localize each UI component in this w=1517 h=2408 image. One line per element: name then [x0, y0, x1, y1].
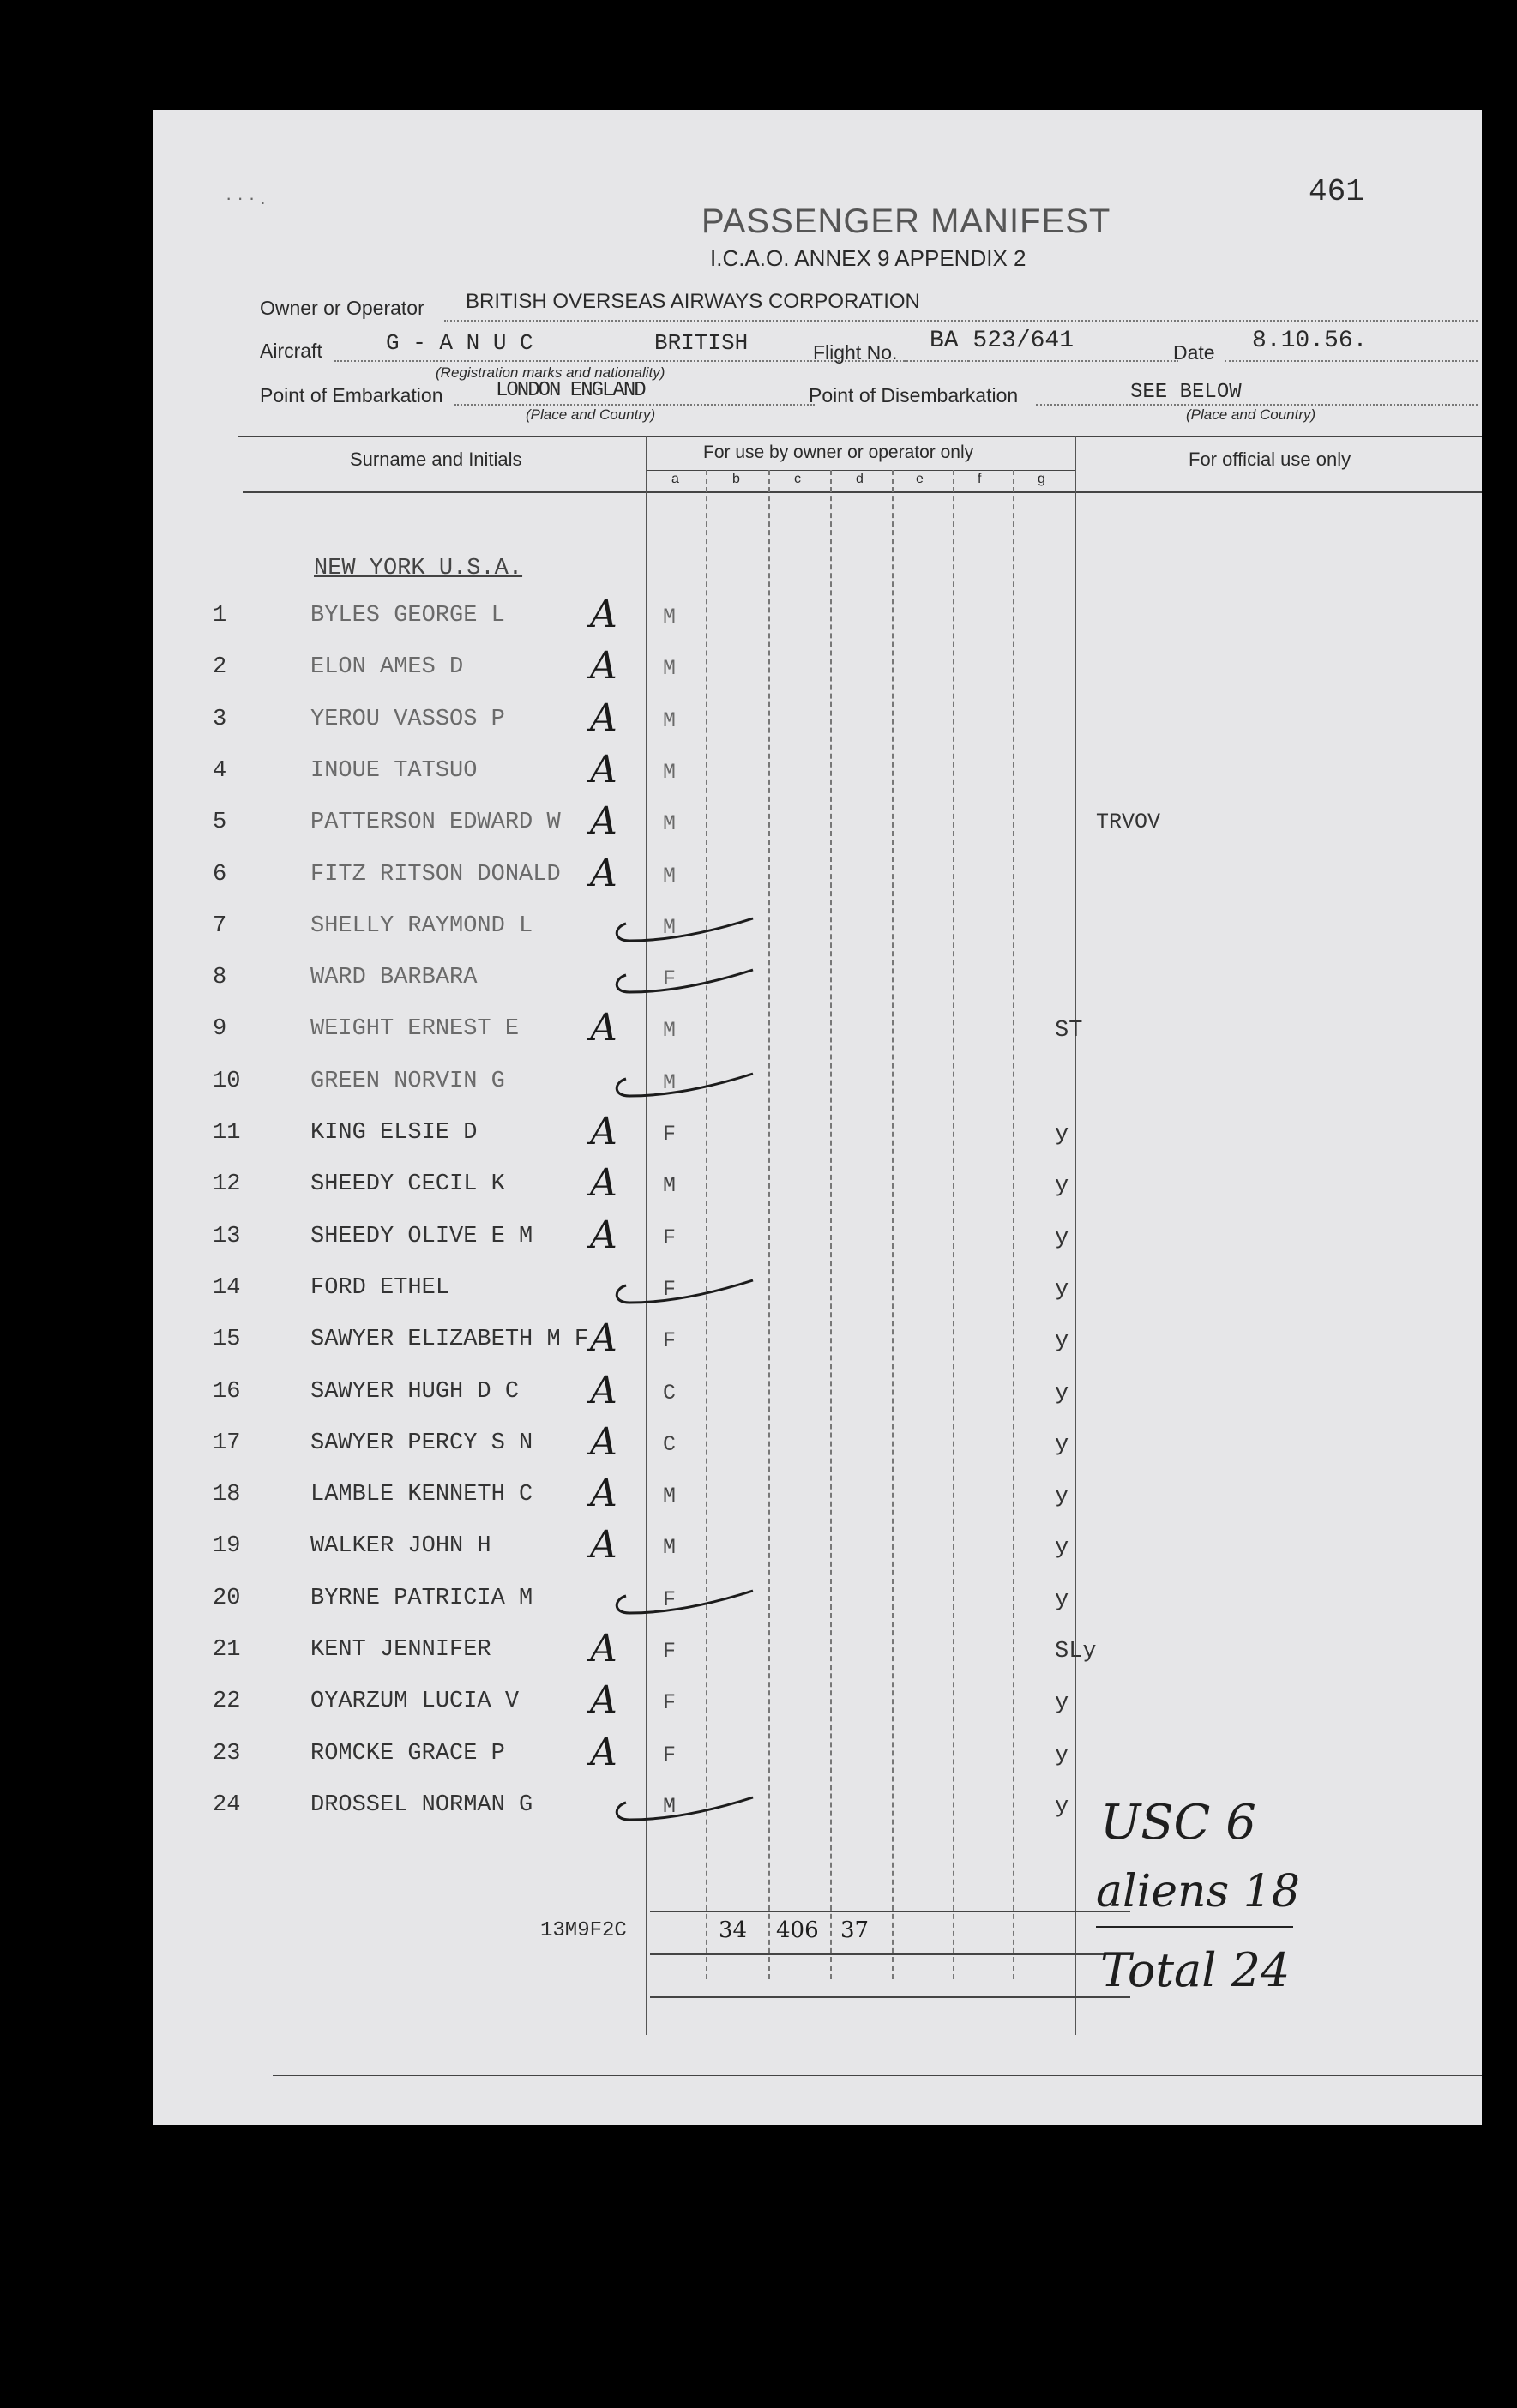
- table-top-rule: [238, 436, 1482, 437]
- summary-underline: [1096, 1926, 1293, 1928]
- alien-mark: A: [590, 1369, 617, 1412]
- passenger-sex: F: [663, 1122, 677, 1147]
- summary-total: Total 24: [1100, 1943, 1291, 1997]
- column-g-entry: y: [1055, 1743, 1069, 1768]
- passenger-number: 3: [213, 707, 227, 732]
- flight-number: BA 523/641: [930, 328, 1075, 354]
- passenger-number: 12: [213, 1171, 241, 1197]
- total-d: 37: [840, 1917, 870, 1943]
- passenger-number: 14: [213, 1275, 241, 1301]
- alien-mark: A: [590, 1213, 617, 1257]
- date-dotted-line: [1225, 360, 1478, 362]
- official-note: TRVOV: [1096, 810, 1161, 834]
- passenger-number: 9: [213, 1016, 227, 1042]
- strike-through-mark: [607, 1579, 762, 1622]
- passenger-sex: F: [663, 1690, 677, 1715]
- passenger-name: FORD ETHEL: [310, 1275, 450, 1301]
- passenger-number: 4: [213, 758, 227, 784]
- disembark-place-note: (Place and Country): [1186, 406, 1316, 423]
- passenger-sex: C: [663, 1381, 677, 1406]
- passenger-sex: M: [663, 864, 677, 888]
- aircraft-label: Aircraft: [260, 340, 322, 362]
- col-official-header: For official use only: [1189, 448, 1351, 470]
- alien-mark: A: [590, 1316, 617, 1360]
- passenger-sex: C: [663, 1432, 677, 1457]
- alien-mark: A: [590, 1420, 617, 1464]
- passenger-number: 11: [213, 1120, 241, 1146]
- passenger-row: [153, 1420, 1482, 1482]
- passenger-number: 13: [213, 1224, 241, 1249]
- passenger-number: 23: [213, 1741, 241, 1767]
- passenger-sex: F: [663, 1277, 677, 1302]
- passenger-name: PATTERSON EDWARD W: [310, 810, 561, 835]
- column-g-entry: y: [1055, 1432, 1069, 1458]
- passenger-row: [153, 748, 1482, 810]
- passenger-row: [153, 1472, 1482, 1533]
- column-g-entry: y: [1055, 1794, 1069, 1820]
- alien-mark: A: [590, 696, 617, 740]
- total-b: 34: [719, 1917, 748, 1943]
- passenger-sex: F: [663, 1587, 677, 1612]
- alien-mark: A: [590, 593, 617, 636]
- passenger-name: ROMCKE GRACE P: [310, 1741, 505, 1767]
- passenger-row: [153, 799, 1482, 861]
- passenger-row: [153, 593, 1482, 654]
- col-owner-header: For use by owner or operator only: [703, 442, 974, 462]
- passenger-row: [153, 1369, 1482, 1430]
- page-number: 461: [1309, 174, 1364, 209]
- alien-mark: A: [590, 1523, 617, 1567]
- embark-place-note: (Place and Country): [526, 406, 656, 423]
- passenger-row: [153, 1627, 1482, 1689]
- totals-bottom-rule: [650, 1953, 1130, 1955]
- passenger-row: [153, 913, 1482, 965]
- passenger-name: YEROU VASSOS P: [310, 707, 505, 732]
- footer-rule: [273, 2075, 1482, 2076]
- passenger-name: LAMBLE KENNETH C: [310, 1482, 533, 1508]
- passenger-sex: M: [663, 656, 677, 681]
- passenger-name: OYARZUM LUCIA V: [310, 1689, 520, 1714]
- passenger-sex: F: [663, 1225, 677, 1250]
- passenger-sex: M: [663, 1173, 677, 1198]
- passenger-number: 21: [213, 1637, 241, 1663]
- passenger-number: 24: [213, 1792, 241, 1818]
- owner-value: BRITISH OVERSEAS AIRWAYS CORPORATION: [466, 290, 920, 313]
- passenger-row: [153, 965, 1482, 1016]
- passenger-row: [153, 1006, 1482, 1068]
- column-g-entry: y: [1055, 1122, 1069, 1147]
- passenger-name: SAWYER HUGH D C: [310, 1379, 520, 1405]
- alien-mark: A: [590, 1678, 617, 1722]
- passenger-sex: M: [663, 605, 677, 629]
- passenger-number: 2: [213, 654, 227, 680]
- strike-through-mark: [607, 1268, 762, 1311]
- subcol-letter-c: c: [794, 472, 801, 486]
- destination-heading: NEW YORK U.S.A.: [314, 556, 523, 581]
- passenger-name: SHELLY RAYMOND L: [310, 913, 533, 939]
- disembark-dotted-line: [1036, 404, 1478, 406]
- passenger-row: [153, 1213, 1482, 1275]
- passenger-name: DROSSEL NORMAN G: [310, 1792, 533, 1818]
- passenger-row: [153, 1110, 1482, 1171]
- passenger-name: GREEN NORVIN G: [310, 1069, 505, 1094]
- passenger-row: [153, 852, 1482, 913]
- column-g-entry: ST: [1055, 1018, 1083, 1044]
- embark-label: Point of Embarkation: [260, 384, 443, 406]
- passenger-row: [153, 696, 1482, 758]
- embark-dotted-line: [454, 404, 815, 406]
- alien-mark: A: [590, 799, 617, 843]
- subcol-letter-b: b: [732, 472, 740, 486]
- passenger-row: [153, 644, 1482, 706]
- date-value: 8.10.56.: [1252, 328, 1368, 354]
- summary-aliens: aliens 18: [1096, 1866, 1300, 1917]
- column-g-entry: y: [1055, 1225, 1069, 1251]
- passenger-number: 19: [213, 1533, 241, 1559]
- column-g-entry: y: [1055, 1535, 1069, 1561]
- passenger-name: WARD BARBARA: [310, 965, 478, 990]
- column-g-entry: y: [1055, 1587, 1069, 1613]
- passenger-name: KING ELSIE D: [310, 1120, 478, 1146]
- passenger-number: 15: [213, 1327, 241, 1352]
- passenger-row: [153, 1161, 1482, 1223]
- paper-specks: · · · .: [226, 187, 266, 208]
- subcol-letter-f: f: [978, 472, 982, 486]
- passenger-name: KENT JENNIFER: [310, 1637, 491, 1663]
- passenger-sex: F: [663, 1743, 677, 1767]
- alien-mark: A: [590, 1472, 617, 1515]
- disembark-value: SEE BELOW: [1130, 381, 1242, 404]
- subcol-letter-d: d: [856, 472, 864, 486]
- col-surname-header: Surname and Initials: [350, 448, 522, 470]
- passenger-number: 8: [213, 965, 227, 990]
- passenger-sex: M: [663, 1070, 677, 1095]
- alien-mark: A: [590, 1110, 617, 1153]
- passenger-name: INOUE TATSUO: [310, 758, 478, 784]
- passenger-sex: F: [663, 1328, 677, 1353]
- total-c: 406: [776, 1917, 819, 1943]
- subcol-letter-e: e: [916, 472, 924, 486]
- passenger-number: 10: [213, 1069, 241, 1094]
- passenger-sex: M: [663, 1484, 677, 1508]
- flight-dotted-line: [904, 360, 1178, 362]
- column-g-entry: SLy: [1055, 1639, 1097, 1665]
- alien-mark: A: [590, 1161, 617, 1205]
- passenger-number: 6: [213, 862, 227, 888]
- passenger-number: 17: [213, 1430, 241, 1456]
- column-g-entry: y: [1055, 1690, 1069, 1716]
- passenger-row: [153, 1678, 1482, 1740]
- totals-base-rule: [650, 1996, 1130, 1998]
- alien-mark: A: [590, 748, 617, 792]
- passenger-sex: M: [663, 811, 677, 836]
- alien-mark: A: [590, 852, 617, 895]
- passenger-name: WEIGHT ERNEST E: [310, 1016, 520, 1042]
- passenger-sex: M: [663, 1535, 677, 1560]
- column-g-entry: y: [1055, 1484, 1069, 1509]
- passenger-sex: M: [663, 1794, 677, 1819]
- passenger-number: 22: [213, 1689, 241, 1714]
- alien-mark: A: [590, 1627, 617, 1671]
- alien-mark: A: [590, 1731, 617, 1774]
- aircraft-nationality: BRITISH: [654, 330, 749, 356]
- alien-mark: A: [590, 644, 617, 688]
- passenger-name: SAWYER ELIZABETH M F: [310, 1327, 589, 1352]
- passenger-name: ELON AMES D: [310, 654, 464, 680]
- manifest-title: PASSENGER MANIFEST: [701, 202, 1111, 240]
- passenger-name: SAWYER PERCY S N: [310, 1430, 533, 1456]
- passenger-sex: M: [663, 1018, 677, 1043]
- passenger-name: WALKER JOHN H: [310, 1533, 491, 1559]
- passenger-sex: F: [663, 966, 677, 991]
- flight-label: Flight No.: [813, 341, 898, 364]
- subcol-rule: [646, 470, 1075, 471]
- totals-top-rule: [650, 1911, 1130, 1912]
- passenger-number: 5: [213, 810, 227, 835]
- passenger-name: SHEEDY CECIL K: [310, 1171, 505, 1197]
- column-g-entry: y: [1055, 1328, 1069, 1354]
- passenger-sex: F: [663, 1639, 677, 1664]
- column-g-entry: y: [1055, 1173, 1069, 1199]
- header-bottom-rule: [243, 491, 1482, 493]
- passenger-row: [153, 1275, 1482, 1327]
- strike-through-mark: [607, 1785, 762, 1828]
- passenger-number: 20: [213, 1586, 241, 1611]
- disembark-label: Point of Disembarkation: [809, 384, 1019, 406]
- strike-through-mark: [607, 958, 762, 1001]
- subcol-letter-a: a: [671, 472, 679, 486]
- aircraft-registration: G - A N U C: [386, 330, 533, 356]
- passenger-number: 18: [213, 1482, 241, 1508]
- passenger-name: BYRNE PATRICIA M: [310, 1586, 533, 1611]
- passenger-number: 1: [213, 603, 227, 629]
- passenger-number: 7: [213, 913, 227, 939]
- subcol-letter-g: g: [1038, 472, 1045, 486]
- strike-through-mark: [607, 1062, 762, 1105]
- passenger-name: FITZ RITSON DONALD: [310, 862, 561, 888]
- passenger-row: [153, 1523, 1482, 1585]
- owner-dotted-line: [444, 320, 1478, 322]
- passenger-number: 16: [213, 1379, 241, 1405]
- passenger-row: [153, 1731, 1482, 1792]
- strike-through-mark: [607, 906, 762, 949]
- passenger-sex: M: [663, 708, 677, 733]
- owner-label: Owner or Operator: [260, 297, 424, 319]
- alien-mark: A: [590, 1006, 617, 1050]
- manifest-subtitle: I.C.A.O. ANNEX 9 APPENDIX 2: [710, 245, 1026, 271]
- manifest-sheet: [153, 110, 1482, 2125]
- passenger-name: BYLES GEORGE L: [310, 603, 505, 629]
- passenger-row: [153, 1792, 1482, 1844]
- passenger-row: [153, 1069, 1482, 1120]
- totals-code: 13M9F2C: [540, 1919, 627, 1942]
- passenger-sex: M: [663, 760, 677, 785]
- embark-value: LONDON ENGLAND: [496, 379, 645, 402]
- passenger-name: SHEEDY OLIVE E M: [310, 1224, 533, 1249]
- passenger-row: [153, 1586, 1482, 1637]
- passenger-row: [153, 1316, 1482, 1378]
- registration-note: (Registration marks and nationality): [436, 364, 665, 381]
- date-label: Date: [1173, 341, 1215, 364]
- passenger-sex: M: [663, 915, 677, 940]
- summary-usc: USC 6: [1100, 1795, 1256, 1851]
- column-g-entry: y: [1055, 1381, 1069, 1406]
- column-g-entry: y: [1055, 1277, 1069, 1303]
